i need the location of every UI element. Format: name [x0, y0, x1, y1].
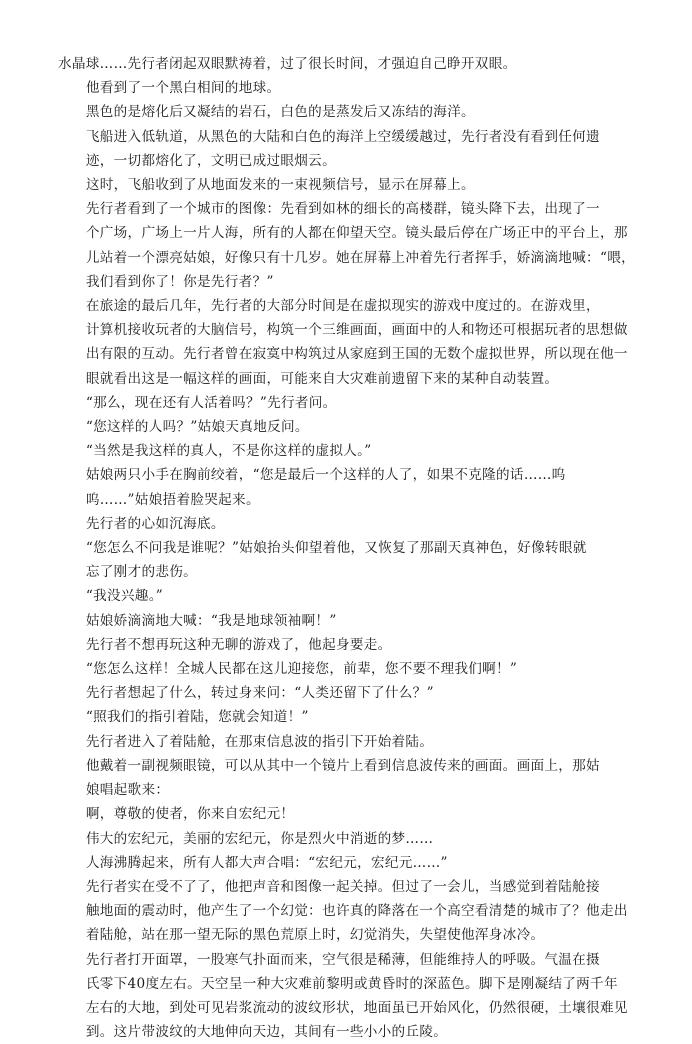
- text-line: 姑娘两只小手在胸前绞着，“您是最后一个这样的人了，如果不克隆的话……呜: [85, 467, 566, 484]
- text-line: 在旅途的最后几年，先行者的大部分时间是在虚拟现实的游戏中度过的。在游戏里，: [85, 298, 600, 315]
- text-line: “当然是我这样的真人，不是你这样的虚拟人。”: [85, 443, 372, 460]
- text-line: 人海沸腾起来，所有人都大声合唱：“宏纪元，宏纪元……”: [85, 854, 448, 871]
- text-line: 着陆舱，站在那一望无际的黑色荒原上时，幻觉消失，失望使他浑身冰冷。: [85, 927, 545, 944]
- text-line: 他看到了一个黑白相间的地球。: [85, 80, 281, 97]
- text-line: “我没兴趣。”: [85, 588, 164, 605]
- paragraph: [58, 584, 648, 608]
- text-line: 我们看到你了！你是先行者？”: [85, 273, 274, 290]
- text-line: 姑娘娇滴滴地大喊：“我是地球领袖啊！”: [85, 612, 337, 629]
- paragraph: [58, 851, 648, 875]
- paragraph: [58, 197, 648, 294]
- paragraph: [58, 754, 648, 802]
- paragraph: [58, 802, 648, 826]
- paragraph: [58, 415, 648, 439]
- text-line: 儿站着一个漂亮姑娘，好像只有十几岁。她在屏幕上冲着先行者挥手，娇滴滴地喊：“喂，: [85, 249, 635, 266]
- text-line: 触地面的震动时，他产生了一个幻觉：也许真的降落在一个高空看清楚的城市了？他走出: [85, 903, 628, 920]
- text-line: 出有限的互动。先行者曾在寂寞中构筑过从家庭到王国的无数个虚拟世界，所以现在他一: [85, 346, 628, 363]
- text-line: 到。这片带波纹的大地伸向天边，其间有一些小小的丘陵。: [85, 1024, 448, 1041]
- paragraph: [58, 125, 648, 173]
- text-line: “您怎么不问我是谁呢？”姑娘抬头仰望着他，又恢复了那副天真神色，好像转眼就: [85, 540, 587, 557]
- paragraph: [58, 730, 648, 754]
- paragraph: [58, 657, 648, 681]
- text-line: 先行者不想再玩这种无聊的游戏了，他起身要走。: [85, 636, 392, 653]
- paragraph: [58, 439, 648, 463]
- text-line: 伟大的宏纪元，美丽的宏纪元，你是烈火中消逝的梦……: [85, 830, 434, 847]
- paragraph: [58, 100, 648, 124]
- text-line: “您这样的人吗？”姑娘天真地反问。: [85, 419, 309, 436]
- paragraph: [58, 173, 648, 197]
- text-line: 氏零下40度左右。天空呈一种大灾难前黎明或黄昏时的深蓝色。脚下是刚凝结了两千年: [85, 975, 618, 992]
- text-line: 眼就看出这是一幅这样的画面，可能来自大灾难前遗留下来的某种自动装置。: [85, 370, 559, 387]
- paragraph: [58, 705, 648, 729]
- text-line: 先行者想起了什么，转过身来问：“人类还留下了什么？”: [85, 685, 434, 702]
- text-line: “照我们的指引着陆，您就会知道！”: [85, 709, 309, 726]
- paragraph: [58, 633, 648, 657]
- text-line: 水晶球……先行者闭起双眼默祷着，过了很长时间，才强迫自己睁开双眼。: [58, 56, 517, 72]
- paragraph: [58, 681, 648, 705]
- text-line: 计算机接收玩者的大脑信号，构筑一个三维画面，画面中的人和物还可根据玩者的思想做: [85, 322, 628, 339]
- paragraph: [58, 875, 648, 948]
- document-page: [58, 52, 648, 1044]
- text-line: 先行者看到了一个城市的图像：先看到如林的细长的高楼群，镜头降下去，出现了一: [85, 201, 600, 218]
- text-line: 左右的大地，到处可见岩浆流动的波纹形状，地面虽已开始风化，仍然很硬，土壤很难见: [85, 999, 628, 1016]
- text-line: 忘了刚才的悲伤。: [85, 564, 198, 581]
- text-line: 迹，一切都熔化了，文明已成过眼烟云。: [85, 152, 336, 169]
- text-line: “您怎么这样！全城人民都在这儿迎接您，前辈，您不要不理我们啊！”: [85, 661, 518, 678]
- paragraph: [58, 76, 648, 100]
- text-line: 个广场，广场上一片人海，所有的人都在仰望天空。镜头最后停在广场正中的平台上，那: [85, 225, 628, 242]
- text-line: 飞船进入低轨道，从黑色的大陆和白色的海洋上空缓缓越过，先行者没有看到任何遗: [85, 128, 600, 145]
- text-line: 先行者打开面罩，一股寒气扑面而来，空气很是稀薄，但能维持人的呼吸。气温在摄: [85, 951, 600, 968]
- text-line: 他戴着一副视频眼镜，可以从其中一个镜片上看到信息波传来的画面。画面上，那姑: [85, 757, 600, 774]
- paragraph: [58, 609, 648, 633]
- text-line: “那么，现在还有人活着吗？”先行者问。: [85, 394, 337, 411]
- text-line: 娘唱起歌来：: [85, 782, 170, 799]
- paragraph: [58, 391, 648, 415]
- paragraph: [58, 463, 648, 511]
- paragraph: [58, 827, 648, 851]
- paragraph: [58, 948, 648, 1044]
- text-line: 先行者的心如沉海底。: [85, 515, 225, 532]
- text-line: 啊，尊敬的使者，你来自宏纪元！: [85, 806, 295, 823]
- text-line: 先行者实在受不了了，他把声音和图像一起关掉。但过了一会儿，当感觉到着陆舱接: [85, 878, 600, 895]
- paragraph: [58, 512, 648, 536]
- paragraph: [58, 294, 648, 391]
- paragraph: [58, 536, 648, 584]
- text-line: 黑色的是熔化后又凝结的岩石，白色的是蒸发后又冻结的海洋。: [85, 104, 475, 121]
- text-line: 呜……”姑娘捂着脸哭起来。: [85, 491, 260, 508]
- text-line: 先行者进入了着陆舱，在那束信息波的指引下开始着陆。: [85, 733, 434, 750]
- paragraph: [58, 52, 648, 76]
- text-line: 这时，飞船收到了从地面发来的一束视频信号，显示在屏幕上。: [85, 177, 475, 194]
